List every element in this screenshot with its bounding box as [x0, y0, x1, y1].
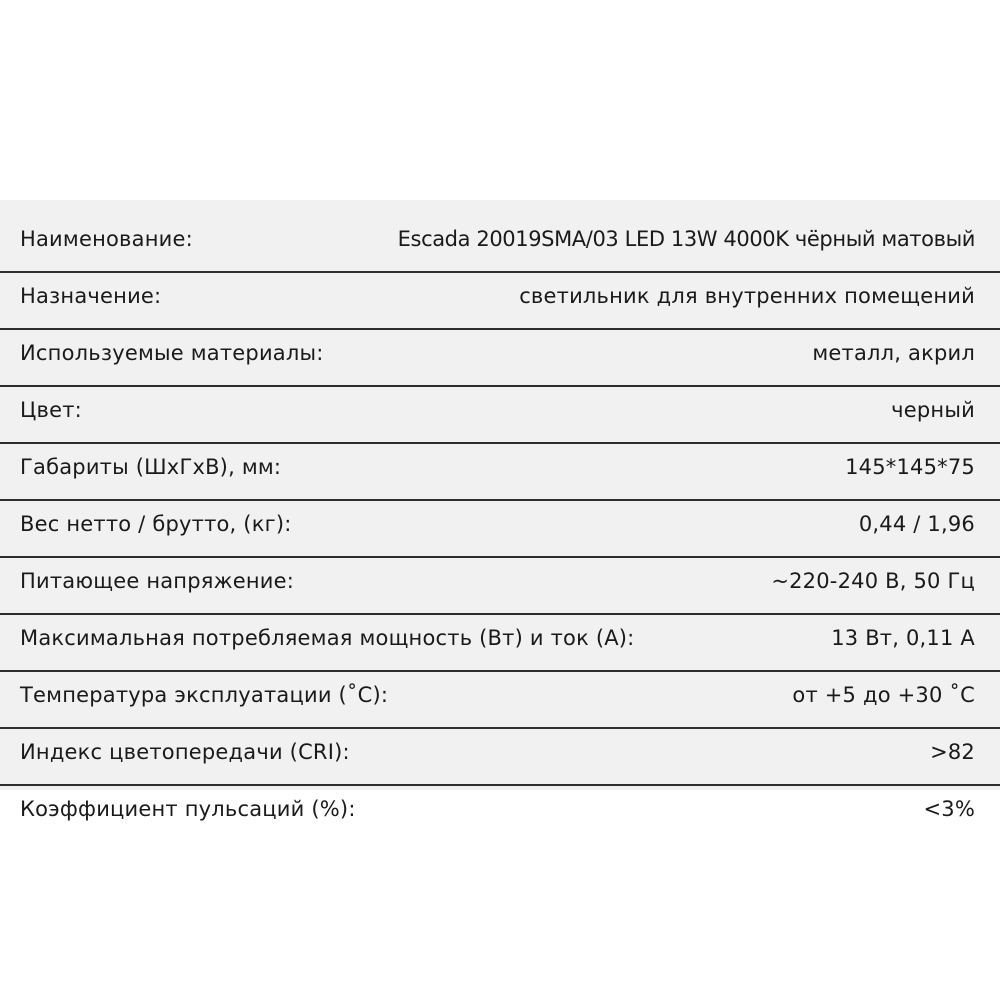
spec-label: Габариты (ШхГхВ), мм:: [20, 455, 282, 479]
spec-row-dimensions: [0, 444, 1000, 501]
spec-value: от +5 до +30 ˚С: [792, 683, 975, 707]
spec-label: Питающее напряжение:: [20, 569, 295, 593]
spec-row-ripple: [0, 786, 1000, 843]
product-spec-label: [0, 200, 1000, 821]
spec-value: 145*145*75: [845, 455, 975, 479]
spec-row-voltage: [0, 558, 1000, 615]
spec-label: Индекс цветопередачи (CRI):: [20, 740, 350, 764]
spec-row-color: [0, 387, 1000, 444]
spec-value: черный: [891, 398, 975, 422]
spec-row-name: [0, 216, 1000, 273]
spec-label: Используемые материалы:: [20, 341, 324, 365]
spec-label: Цвет:: [20, 398, 82, 422]
spec-row-materials: [0, 330, 1000, 387]
spec-value: Escada 20019SMA/03 LED 13W 4000K чёрный матовый: [397, 227, 975, 251]
spec-value: <3%: [923, 797, 975, 821]
spec-label: Максимальная потребляемая мощность (Вт) и ток (А):: [20, 626, 635, 650]
spec-value: ~220-240 В, 50 Гц: [771, 569, 975, 593]
spec-table: [0, 216, 1000, 843]
spec-label: Наименование:: [20, 227, 193, 251]
spec-row-weight: [0, 501, 1000, 558]
spec-value: металл, акрил: [812, 341, 975, 365]
spec-value: 13 Вт, 0,11 А: [831, 626, 975, 650]
spec-row-purpose: [0, 273, 1000, 330]
spec-value: 0,44 / 1,96: [858, 512, 975, 536]
spec-row-temperature: [0, 672, 1000, 729]
spec-row-cri: [0, 729, 1000, 786]
spec-label: Коэффициент пульсаций (%):: [20, 797, 356, 821]
spec-row-power: [0, 615, 1000, 672]
spec-label: Температура эксплуатации (˚С):: [20, 683, 389, 707]
spec-value: >82: [930, 740, 975, 764]
spec-label: Вес нетто / брутто, (кг):: [20, 512, 292, 536]
spec-value: светильник для внутренних помещений: [519, 284, 975, 308]
spec-label: Назначение:: [20, 284, 162, 308]
